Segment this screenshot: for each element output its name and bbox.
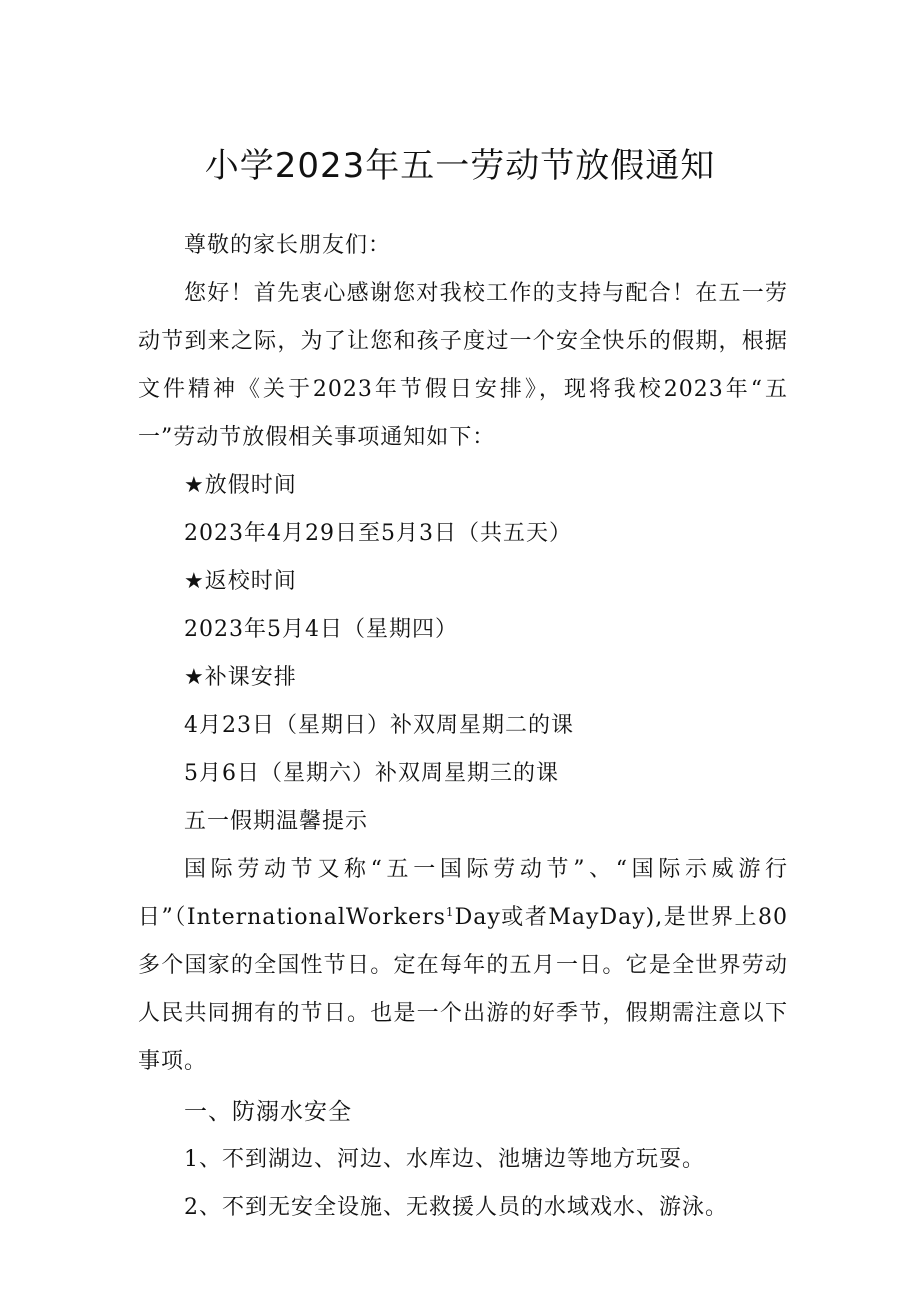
makeup-heading xyxy=(138,654,788,702)
footnote-marker: 1 xyxy=(445,905,455,919)
tips-text-part1: 国际劳动节又称“五一国际劳动节”、“国际示威游行日”（InternationalWorkers xyxy=(138,857,788,930)
tips-text-part2: Day或者MayDay),是世界上80多个国家的全国性节日。定在每年的五月一日。它是全世界劳动人民共同拥有的节日。也是一个出游的好季节，假期需注意以下事项。 xyxy=(138,905,788,1074)
salutation: 尊敬的家长朋友们： xyxy=(184,233,392,258)
safety-item: 1、不到湖边、河边、水库边、池塘边等地方玩耍。 xyxy=(184,1147,705,1172)
star-icon: ★ xyxy=(184,569,205,594)
makeup-heading-label: 补课安排 xyxy=(204,665,297,690)
page-title: 小学2023年五一劳动节放假通知 xyxy=(204,146,716,186)
holiday-heading-label: 放假时间 xyxy=(204,473,297,498)
return-heading xyxy=(138,558,788,606)
document-body xyxy=(138,222,788,1232)
star-icon: ★ xyxy=(184,665,205,690)
makeup-item: 5月6日（星期六）补双周星期三的课 xyxy=(184,761,559,786)
safety-item: 2、不到无安全设施、无救援人员的水域戏水、游泳。 xyxy=(184,1195,728,1220)
holiday-heading xyxy=(138,462,788,510)
section-heading-drowning: 一、防溺水安全 xyxy=(184,1099,352,1125)
holiday-text: 2023年4月29日至5月3日（共五天） xyxy=(184,521,572,546)
intro-paragraph: 您好！首先衷心感谢您对我校工作的支持与配合！在五一劳动节到来之际，为了让您和孩子度过一个安全快乐的假期，根据文件精神《关于2023年节假日安排》，现将我校2023年“五一”劳动节放假相关事项通知如下： xyxy=(138,281,788,450)
tips-heading: 五一假期温馨提示 xyxy=(184,809,369,834)
tips-paragraph xyxy=(138,846,788,1086)
makeup-item: 4月23日（星期日）补双周星期二的课 xyxy=(184,713,574,738)
return-heading-label: 返校时间 xyxy=(204,569,297,594)
star-icon: ★ xyxy=(184,473,205,498)
return-text: 2023年5月4日（星期四） xyxy=(184,617,458,642)
